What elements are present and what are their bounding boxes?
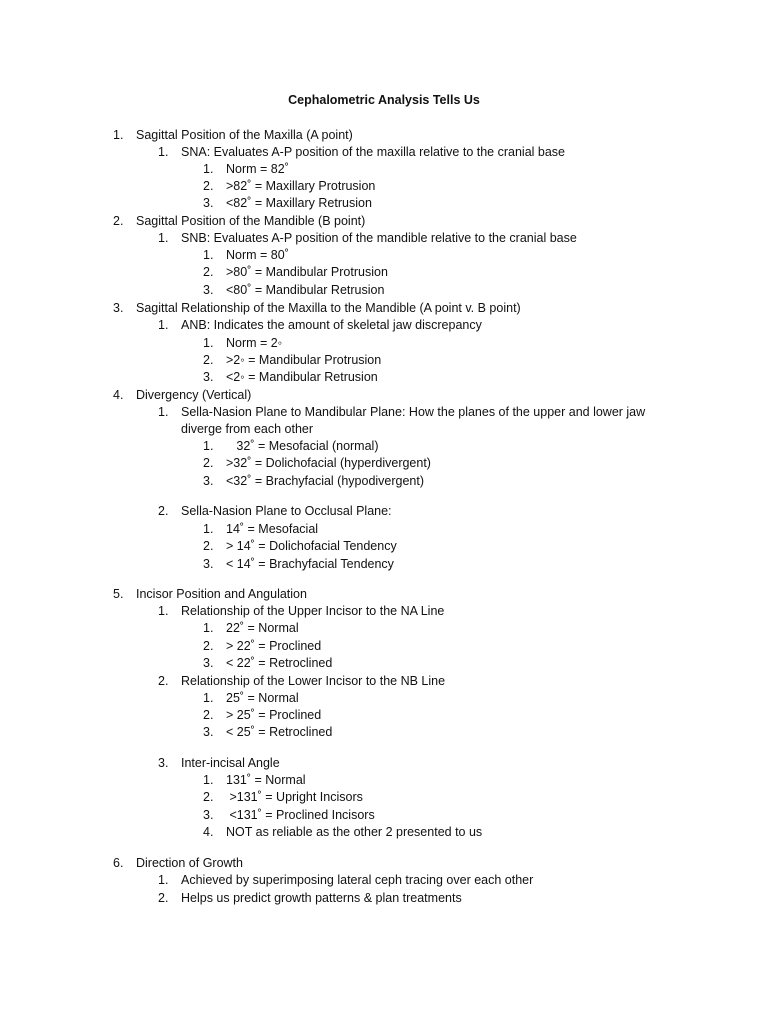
list-number: 1.: [203, 773, 214, 787]
list-number: 1.: [203, 336, 214, 350]
list-text: < 22˚ = Retroclined: [226, 656, 333, 670]
list-number: 1.: [203, 691, 214, 705]
list-number: 3.: [203, 725, 214, 739]
list-text: ANB: Indicates the amount of skeletal jaw discrepancy: [181, 318, 482, 332]
list-number: 1.: [203, 162, 214, 176]
list-number: 1.: [203, 248, 214, 262]
list-text: Relationship of the Lower Incisor to the NB Line: [181, 674, 446, 688]
list-text: >82˚ = Maxillary Protrusion: [226, 179, 376, 193]
list-text: > 22˚ = Proclined: [226, 639, 322, 653]
list-text: >2◦ = Mandibular Protrusion: [226, 353, 382, 367]
list-number: 2.: [203, 708, 214, 722]
list-text: 131˚ = Normal: [226, 773, 306, 787]
list-number: 1.: [158, 145, 169, 159]
list-text: 25˚ = Normal: [226, 691, 299, 705]
list-text: < 14˚ = Brachyfacial Tendency: [226, 557, 394, 571]
list-text: < 25˚ = Retroclined: [226, 725, 333, 739]
list-number: 3.: [203, 808, 214, 822]
list-text: Sagittal Position of the Mandible (B point): [136, 214, 366, 228]
list-number: 2.: [203, 539, 214, 553]
list-text: 22˚ = Normal: [226, 621, 299, 635]
list-text: Norm = 2◦: [226, 336, 283, 350]
list-number: 1.: [203, 439, 214, 453]
list-number: 2.: [203, 790, 214, 804]
list-text: <2◦ = Mandibular Retrusion: [226, 370, 378, 384]
list-text: <82˚ = Maxillary Retrusion: [226, 196, 372, 210]
list-text: 32˚ = Mesofacial (normal): [226, 439, 379, 453]
list-text-continuation: diverge from each other: [181, 422, 314, 436]
list-number: 3.: [203, 656, 214, 670]
list-text: SNA: Evaluates A-P position of the maxilla relative to the cranial base: [181, 145, 566, 159]
list-number: 1.: [113, 128, 124, 142]
list-number: 2.: [203, 639, 214, 653]
list-text: <131˚ = Proclined Incisors: [226, 808, 375, 822]
list-number: 3.: [203, 370, 214, 384]
list-number: 6.: [113, 856, 124, 870]
list-text: > 14˚ = Dolichofacial Tendency: [226, 539, 397, 553]
list-text: Sella-Nasion Plane to Occlusal Plane:: [181, 504, 392, 518]
list-text: Norm = 82˚: [226, 162, 289, 176]
list-text: Sagittal Position of the Maxilla (A point): [136, 128, 353, 142]
list-number: 2.: [203, 265, 214, 279]
list-number: 1.: [158, 318, 169, 332]
list-number: 3.: [113, 301, 124, 315]
list-number: 2.: [113, 214, 124, 228]
list-text: Norm = 80˚: [226, 248, 289, 262]
list-number: 1.: [158, 873, 169, 887]
list-number: 1.: [203, 621, 214, 635]
list-text: Divergency (Vertical): [136, 388, 252, 402]
list-number: 4.: [203, 825, 214, 839]
list-number: 1.: [158, 604, 169, 618]
list-number: 5.: [113, 587, 124, 601]
list-text: Helps us predict growth patterns & plan treatments: [181, 891, 462, 905]
list-number: 3.: [203, 283, 214, 297]
list-number: 3.: [203, 474, 214, 488]
list-text: <80˚ = Mandibular Retrusion: [226, 283, 385, 297]
list-number: 2.: [203, 353, 214, 367]
list-number: 3.: [203, 557, 214, 571]
page-title: Cephalometric Analysis Tells Us: [288, 93, 480, 107]
list-text: >32˚ = Dolichofacial (hyperdivergent): [226, 456, 431, 470]
list-text: Relationship of the Upper Incisor to the NA Line: [181, 604, 445, 618]
list-number: 3.: [158, 756, 169, 770]
list-number: 2.: [203, 456, 214, 470]
list-number: 2.: [158, 674, 169, 688]
list-text: >80˚ = Mandibular Protrusion: [226, 265, 388, 279]
list-text: > 25˚ = Proclined: [226, 708, 322, 722]
list-text: Achieved by superimposing lateral ceph tracing over each other: [181, 873, 534, 887]
list-text: Inter-incisal Angle: [181, 756, 280, 770]
list-number: 3.: [203, 196, 214, 210]
list-text: <32˚ = Brachyfacial (hypodivergent): [226, 474, 425, 488]
list-text: 14˚ = Mesofacial: [226, 522, 319, 536]
list-number: 2.: [158, 504, 169, 518]
list-text: >131˚ = Upright Incisors: [226, 790, 363, 804]
list-number: 2.: [158, 891, 169, 905]
list-text: Incisor Position and Angulation: [136, 587, 307, 601]
list-number: 2.: [203, 179, 214, 193]
list-number: 1.: [203, 522, 214, 536]
list-text: NOT as reliable as the other 2 presented to us: [226, 825, 483, 839]
list-number: 1.: [158, 231, 169, 245]
list-number: 4.: [113, 388, 124, 402]
list-text: Sagittal Relationship of the Maxilla to the Mandible (A point v. B point): [136, 301, 521, 315]
list-text: Sella-Nasion Plane to Mandibular Plane: How the planes of the upper and lower jaw: [181, 405, 646, 419]
list-text: SNB: Evaluates A-P position of the mandible relative to the cranial base: [181, 231, 577, 245]
list-text: Direction of Growth: [136, 856, 243, 870]
list-number: 1.: [158, 405, 169, 419]
